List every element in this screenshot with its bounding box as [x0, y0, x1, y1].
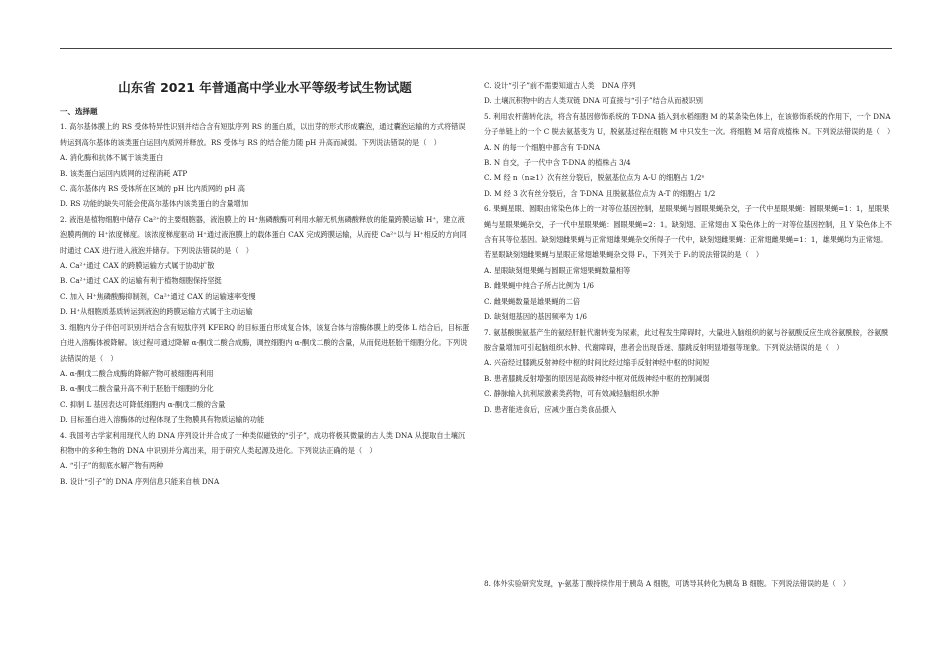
- answer-option: D. 患者能进食后，应减少蛋白类食品摄入: [484, 404, 617, 414]
- answer-option: B. N 自交，子一代中含 T-DNA 的植株占 3/4: [484, 158, 631, 168]
- answer-option: A. 兴奋经过膝跳反射神经中枢的时间比经过缩手反射神经中枢的时间短: [484, 358, 710, 368]
- answer-option: C. M 经 n（n≥1）次有丝分裂后，脱氨基位点为 A-U 的细胞占 1/2ⁿ: [484, 173, 705, 183]
- answer-option: D. H⁺从细胞质基质转运到液泡的跨膜运输方式属于主动运输: [60, 307, 253, 317]
- question-stem: 4. 我国考古学家利用现代人的 DNA 序列设计并合成了一种类似磁铁的“引子”，成功将极其微量的古人类 DNA 从提取自土壤沉积物中的多种生物的 DNA 中识别并分离出来，用于研究人类起源及进化。下列说法正确的是（ ）: [60, 430, 466, 455]
- answer-option: B. Ca²⁺通过 CAX 的运输有利于植物细胞保持坚挺: [60, 276, 222, 286]
- question-stem: 1. 高尔基体膜上的 RS 受体特异性识别并结合含有短肽序列 RS 的蛋白质，以出芽的形式形成囊泡，通过囊泡运输的方式将错误转运到高尔基体的该类蛋白运回内质网并释放。RS 受体与 RS 的结合能力随 pH 升高而减弱。下列说法错误的是（ ）: [60, 122, 466, 147]
- top-rule: [60, 48, 892, 49]
- answer-option: C. 抑制 L 基因表达可降低细胞内 α-酮戊二酸的含量: [60, 399, 226, 409]
- answer-option: D. 目标蛋白进入溶酶体的过程体现了生物膜具有物质运输的功能: [60, 415, 265, 425]
- question-8: 8. 体外实验研究发现，γ-氨基丁酸持续作用于胰岛 A 细胞，可诱导其转化为胰岛 B 细胞。下列说法错误的是（ ）: [484, 579, 851, 588]
- question-stem: 3. 细胞内分子伴侣可识别并结合含有短肽序列 KFERQ 的目标蛋白形成复合体，该复合体与溶酶体膜上的受体 L 结合后，目标蛋白进入溶酶体被降解。该过程可通过降解 α-酮戊二酸合成酶，调控细胞内 α-酮戊二酸的含量，从而促进胚胎干细胞分化。下列说法错误的是（ ）: [60, 322, 470, 363]
- answer-option: A. Ca²⁺通过 CAX 的跨膜运输方式属于协助扩散: [60, 261, 215, 271]
- answer-option: A. 消化酶和抗体不属于该类蛋白: [60, 153, 164, 163]
- answer-option: B. α-酮戊二酸含量升高不利于胚胎干细胞的分化: [60, 384, 214, 394]
- answer-option: A. α-酮戊二酸合成酶的降解产物可被细胞再利用: [60, 368, 214, 378]
- question-stem: 5. 利用农杆菌转化法，将含有基因修饰系统的 T-DNA 插入到水稻细胞 M 的某条染色体上，在该修饰系统的作用下，一个 DNA 分子单链上的一个 C 脱去氨基变为 U，脱氨基过程在细胞 M 中只发生一次。将细胞 M 培育成植株 N。下列说法错误的是（ ）: [484, 111, 895, 137]
- right-column: [484, 78, 895, 417]
- answer-option: B. 雌果蝇中纯合子所占比例为 1/6: [484, 281, 594, 291]
- question-stem: 6. 果蝇星眼、圆眼由常染色体上的一对等位基因控制，星眼果蝇与圆眼果蝇杂交，子一代中星眼果蝇：圆眼果蝇=1：1，星眼果蝇与星眼果蝇杂交，子一代中星眼果蝇：圆眼果蝇=2：1。缺刻翅、正常翅由 X 染色体上的一对等位基因控制，且 Y 染色体上不含有其等位基因。缺刻翅雌果蝇与正常翅雄果蝇杂交所得子一代中，缺刻翅雌果蝇：正常翅雌果蝇=1：1，雄果蝇均为正常翅。若星眼缺刻翅雌果蝇与星眼正常翅雄果蝇杂交得 F₁，下列关于 F₁的说法错误的是（ ）: [484, 204, 892, 260]
- answer-option: D. RS 功能的缺失可能会使高尔基体内该类蛋白的含量增加: [60, 199, 249, 209]
- answer-option: A. 星眼缺刻翅果蝇与圆眼正常翅果蝇数量相等: [484, 265, 631, 275]
- question-stem: 2. 液泡是植物细胞中储存 Ca²⁺的主要细胞器，液泡膜上的 H⁺焦磷酸酶可利用水解无机焦磷酸释放的能量跨膜运输 H⁺，建立液泡膜两侧的 H⁺浓度梯度。该浓度梯度驱动 H⁺通过液泡膜上的载体蛋白 CAX 完成跨膜运输，从而使 Ca²⁺以与 H⁺相反的方向同时通过 CAX 进行进入液泡并储存。下列说法错误的是（ ）: [60, 214, 467, 255]
- left-question-list: [60, 119, 470, 489]
- answer-option: A. “引子”的彻底水解产物有两种: [60, 461, 164, 471]
- answer-option: A. N 的每一个细胞中都含有 T-DNA: [484, 142, 601, 152]
- answer-option: D. 土壤沉积物中的古人类双链 DNA 可直接与“引子”结合从而被识别: [484, 96, 703, 106]
- answer-option: C. 设计“引子”前不需要知道古人类 DNA 序列: [484, 81, 636, 90]
- answer-option: D. 缺刻翅基因的基因频率为 1/6: [484, 312, 587, 322]
- question-stem: 7. 氨基酸脱氨基产生的氨经肝脏代谢转变为尿素，此过程发生障碍时，大量进入脑组织的氨与谷氨酸反应生成谷氨酰胺，谷氨酰胺含量增加可引起脑组织水肿、代谢障碍，患者会出现昏迷、膝跳反射明显增强等现象。下列说法错误的是（ ）: [484, 327, 889, 352]
- page-title: 山东省 2021 年普通高中学业水平等级考试生物试题: [118, 80, 412, 95]
- answer-option: B. 患者膝跳反射增强的原因是高级神经中枢对低级神经中枢的控制减弱: [484, 373, 710, 383]
- section-heading: 一、选择题: [60, 107, 98, 116]
- answer-option: B. 该类蛋白运回内质网的过程消耗 ATP: [60, 168, 188, 178]
- answer-option: C. 高尔基体内 RS 受体所在区域的 pH 比内质网的 pH 高: [60, 184, 245, 194]
- answer-option: B. 设计“引子”的 DNA 序列信息只能来自核 DNA: [60, 476, 220, 486]
- answer-option: C. 静脉输入抗利尿激素类药物，可有效减轻脑组织水肿: [484, 389, 660, 399]
- left-column: [60, 78, 470, 489]
- right-question-list: [484, 78, 895, 417]
- answer-option: C. 雌果蝇数量是雄果蝇的二倍: [484, 296, 581, 306]
- answer-option: C. 加入 H⁺焦磷酸酶抑制剂，Ca²⁺通过 CAX 的运输速率变慢: [60, 291, 256, 301]
- answer-option: D. M 经 3 次有丝分裂后，含 T-DNA 且脱氨基位点为 A-T 的细胞占 1/2: [484, 188, 716, 198]
